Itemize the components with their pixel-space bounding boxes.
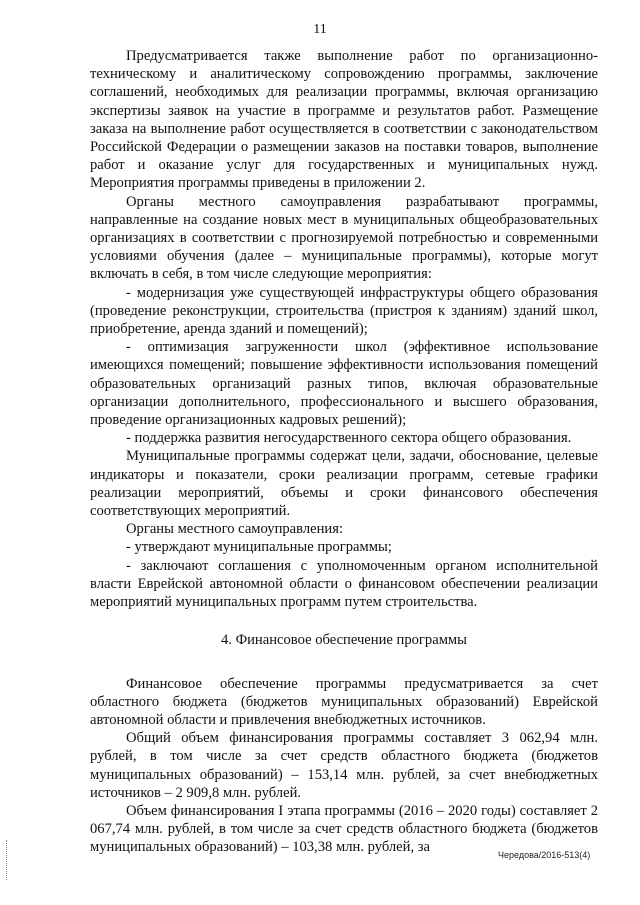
page-number: 11 xyxy=(313,22,327,37)
footer-code: Чередова/2016-513(4) xyxy=(498,850,591,860)
paragraph: Муниципальные программы содержат цели, задачи, обоснование, целевые индикаторы и показатели, сроки реализации программ, сетевые графики реализации мероприятий, объемы и сроки финансового обеспечения соответствующих мероприятий. xyxy=(90,448,598,520)
section-heading: 4. Финансовое обеспечение программы xyxy=(221,632,467,649)
margin-line xyxy=(6,840,8,880)
paragraph: Объем финансирования I этапа программы (2016 – 2020 годы) составляет 2 067,74 млн. рублей, в том числе за счет средств областного бюджета (бюджетов муниципальных образований) – 103,38 млн. рублей, за xyxy=(90,802,598,856)
paragraph: Органы местного самоуправления: xyxy=(126,521,344,538)
paragraph: Органы местного самоуправления разрабатывают программы, направленные на создание новых мест в муниципальных общеобразовательных организациях в соответствии с прогнозируемой потребностью и современными условиями обучения (далее – муниципальные программы), которые могут включать в себя, в том числе следующие мероприятия: xyxy=(90,193,598,283)
list-item: - оптимизация загруженности школ (эффективное использование имеющихся помещений; повышение эффективности использования помещений образовательных организаций разных типов, включая образовательные организации дополнительного, профессионального и высшего образования, проведение организационных кадровых решений); xyxy=(90,339,598,429)
document-body xyxy=(90,47,598,857)
paragraph: Общий объем финансирования программы составляет 3 062,94 млн. рублей, в том числе за счет средств областного бюджета (бюджетов муниципальных образований) – 153,14 млн. рублей, за счет внебюджетных источников – 2 909,8 млн. рублей. xyxy=(90,730,598,801)
list-item: - утверждают муниципальные программы; xyxy=(126,539,392,556)
list-item: - поддержка развития негосударственного сектора общего образования. xyxy=(126,430,572,447)
list-item: - заключают соглашения с уполномоченным органом исполнительной власти Еврейской автономной области о финансовом обеспечении реализации мероприятий муниципальных программ путем строительства. xyxy=(90,557,598,611)
list-item: - модернизация уже существующей инфраструктуры общего образования (проведение реконструкции, строительства (пристроя к зданиям) зданий школ, приобретение, аренда зданий и помещений); xyxy=(90,284,598,338)
paragraph: Предусматривается также выполнение работ по организационно-техническому и аналитическому сопровождению программы, заключение соглашений, необходимых для реализации программы, включая организацию экспертизы заявок на участие в программе и результатов работ. Размещение заказа на выполнение работ осуществляется в соответствии с законодательством Российской Федерации о размещении заказов на поставки товаров, выполнение работ и оказание услуг для государственных и муниципальных нужд. Мероприятия программы приведены в приложении 2. xyxy=(90,48,598,192)
paragraph: Финансовое обеспечение программы предусматривается за счет областного бюджета (бюджетов муниципальных образований) Еврейской автономной области и привлечения внебюджетных источников. xyxy=(90,675,598,728)
